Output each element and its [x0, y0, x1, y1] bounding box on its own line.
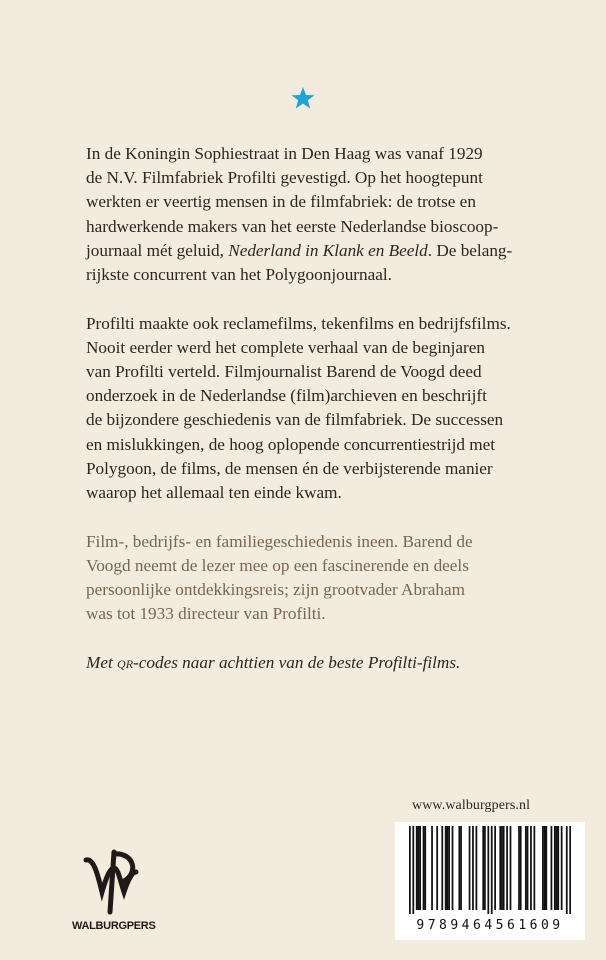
text-line: was tot 1933 directeur van Profilti. [86, 604, 326, 624]
barcode-bar [525, 826, 527, 910]
paragraph-intro [86, 142, 586, 287]
publisher-logo [72, 846, 156, 936]
text-line: de bijzondere geschiedenis van de filmfabriek. De successen [86, 410, 504, 430]
barcode-bar [469, 826, 471, 910]
text-line: Profilti maakte ook reclamefilms, tekenfilms en bedrijfsfilms. [86, 313, 511, 333]
barcode-bar [418, 826, 420, 910]
barcode-bar [441, 826, 443, 910]
barcode-bar [491, 826, 493, 914]
barcode-bar [545, 826, 547, 910]
barcode-bar [487, 826, 489, 914]
isbn-barcode [395, 822, 585, 940]
text-line: hardwerkende makers van het eerste Nederlandse bioscoop- [86, 216, 499, 236]
barcode-bar [561, 826, 563, 910]
barcode-bar [506, 826, 508, 910]
back-cover-text [86, 142, 586, 699]
barcode-bar [458, 826, 460, 910]
barcode-bar [554, 826, 556, 910]
text-line: waarop het allemaal ten einde kwam. [86, 483, 342, 503]
barcode-bar [544, 826, 546, 910]
barcode-bar [494, 826, 496, 910]
barcode-bar [476, 826, 478, 910]
barcode-bar [484, 826, 486, 910]
walburgpers-logo-icon [80, 846, 142, 918]
text-line [86, 239, 586, 263]
paragraph-qr-note [86, 651, 586, 675]
barcode-bar [557, 826, 559, 910]
barcode-bar [409, 826, 411, 914]
text-line: Nooit eerder werd het complete verhaal van de beginjaren [86, 337, 485, 357]
barcode-bar [527, 826, 529, 910]
barcode-bar [503, 826, 505, 910]
barcode-bar [472, 826, 474, 910]
barcode-bar [436, 826, 438, 910]
barcode-bar [431, 826, 433, 910]
barcode-bar [424, 826, 426, 910]
barcode-bar [530, 826, 532, 910]
qr-abbreviation: qr [117, 652, 134, 672]
barcode-bar [569, 826, 571, 914]
text-line: Polygoon, de films, de mensen én de verbijsterende manier [86, 458, 493, 478]
text-segment: . De belang- [427, 240, 513, 260]
text-line: Film-, bedrijfs- en familiegeschiedenis ineen. Barend de [86, 531, 473, 551]
barcode-bar [423, 826, 425, 910]
publisher-name: WALBURGPERS [72, 920, 156, 932]
text-segment: -codes naar achttien van de beste Profilti-films. [133, 652, 461, 672]
isbn-number: 9789464561609 [416, 918, 564, 933]
film-title: Nederland in Klank en Beeld [228, 240, 428, 260]
text-line: rijkste concurrent van het Polygoonjournaal. [86, 265, 392, 285]
barcode-bar [556, 826, 558, 910]
star-icon [290, 86, 316, 110]
barcode-bar [520, 826, 522, 910]
text-line: en mislukkingen, de hoog oplopende concurrentiestrijd met [86, 434, 496, 454]
text-line: Voogd neemt de lezer mee op een fascinerende en deels [86, 555, 469, 575]
barcode-bars [409, 826, 571, 914]
barcode-bar [416, 826, 418, 910]
barcode-bar [501, 826, 503, 910]
barcode-bar [551, 826, 553, 910]
text-segment: Met [86, 652, 118, 672]
text-line: persoonlijke ontdekkingsreis; zijn grootvader Abraham [86, 580, 465, 600]
barcode-bar [445, 826, 447, 910]
barcode-bar [447, 826, 449, 910]
text-line: de N.V. Filmfabriek Profilti gevestigd. Op het hoogtepunt [86, 168, 483, 188]
text-line: van Profilti verteld. Filmjournalist Barend de Voogd deed [86, 362, 482, 382]
text-line: onderzoek in de Nederlandse (film)archieven en beschrijft [86, 386, 487, 406]
barcode-bar [419, 826, 421, 910]
text-segment: journaal mét geluid, [86, 240, 229, 260]
barcode-bar [499, 826, 501, 910]
barcode-bar [412, 826, 414, 914]
barcode-bar [460, 826, 462, 910]
barcode-bar [452, 826, 454, 910]
barcode-bar [482, 826, 484, 910]
text-line [86, 651, 586, 675]
barcode-bar [448, 826, 450, 910]
paragraph-family [86, 530, 586, 627]
barcode-bar [566, 826, 568, 914]
barcode-bar [542, 826, 544, 910]
barcode-bar [510, 826, 512, 910]
barcode-bar [518, 826, 520, 910]
barcode-bar [533, 826, 535, 910]
publisher-website: www.walburgpers.nl [412, 798, 531, 813]
paragraph-history [86, 312, 586, 506]
text-line: werkten er veertig mensen in de filmfabriek: de trotse en [86, 192, 476, 212]
text-line: In de Koningin Sophiestraat in Den Haag was vanaf 1929 [86, 144, 483, 163]
